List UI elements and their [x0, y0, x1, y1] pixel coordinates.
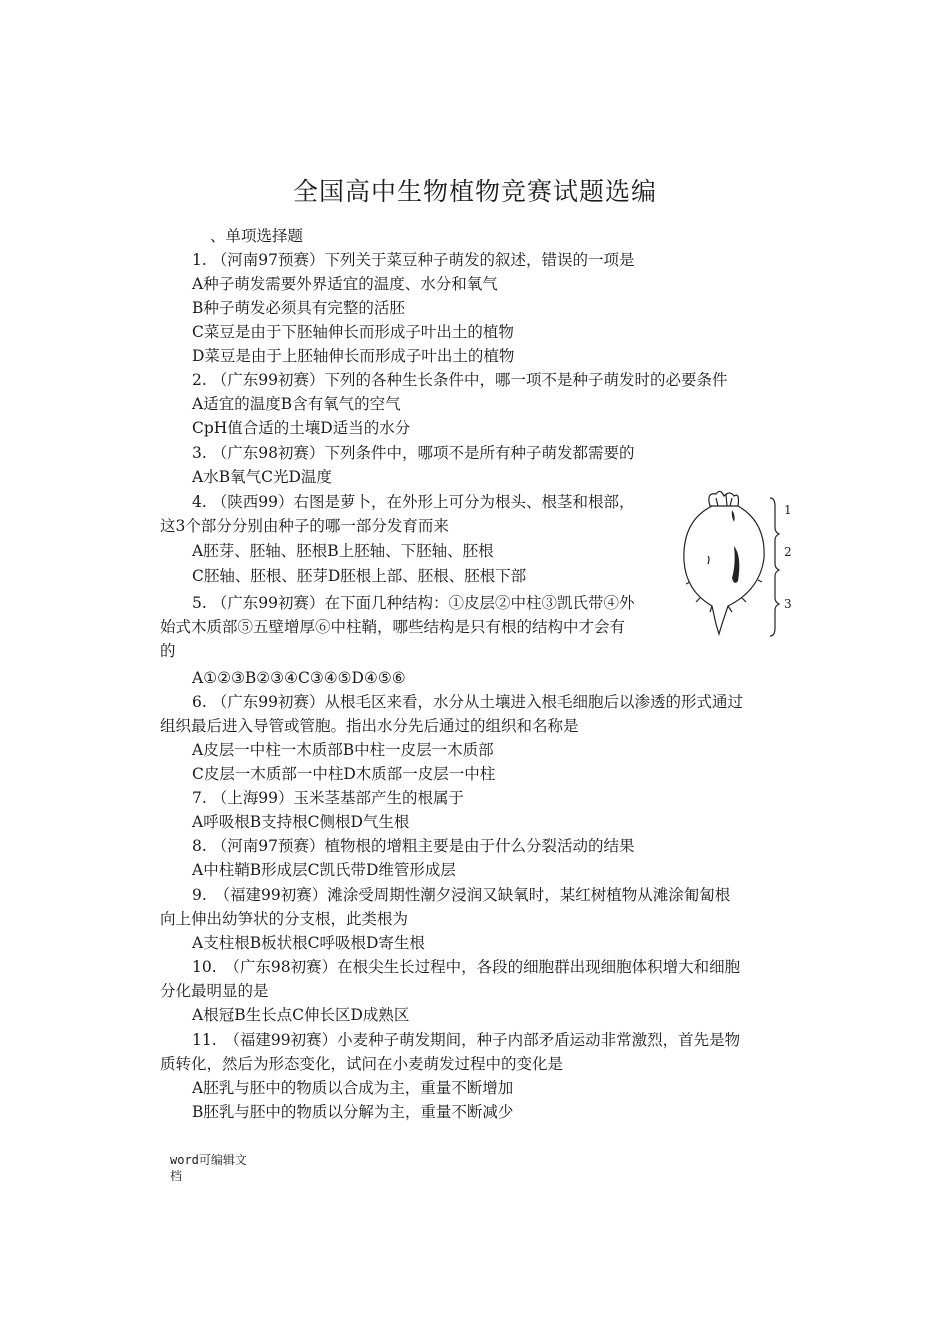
text-line: A①②③B②③④C③④⑤D④⑤⑥: [192, 669, 406, 687]
text-line: 组织最后进入导管或管胞。指出水分先后通过的组织和名称是: [160, 717, 579, 735]
text-line: A水B氧气C光D温度: [192, 468, 332, 486]
figure-label-1: 1: [784, 503, 792, 517]
text-line: C皮层一木质部一中柱D木质部一皮层一中柱: [192, 765, 496, 783]
text-line: 向上伸出幼笋状的分支根，此类根为: [160, 910, 409, 928]
text-line: A呼吸根B支持根C侧根D气生根: [192, 813, 410, 831]
text-line: A适宜的温度B含有氧气的空气: [192, 395, 401, 413]
text-line: 4. （陕西99）右图是萝卜，在外形上可分为根头、根茎和根部，: [192, 493, 635, 511]
text-line: B胚乳与胚中的物质以分解为主，重量不断减少: [192, 1103, 514, 1121]
text-line: A种子萌发需要外界适宜的温度、水分和氧气: [192, 275, 498, 293]
text-line: 的: [160, 642, 176, 660]
text-line: 1. （河南97预赛）下列关于菜豆种子萌发的叙述，错误的一项是: [192, 251, 635, 269]
document-title: 全国高中生物植物竞赛试题选编: [292, 177, 657, 206]
text-line: 3. （广东98初赛）下列条件中，哪项不是所有种子萌发都需要的: [192, 444, 635, 462]
footer-note: [170, 1152, 247, 1184]
text-line: 5. （广东99初赛）在下面几种结构：①皮层②中柱③凯氏带④外: [192, 594, 635, 612]
text-line: 7. （上海99）玉米茎基部产生的根属于: [192, 789, 464, 807]
text-line: 6. （广东99初赛）从根毛区来看，水分从土壤进入根毛细胞后以渗透的形式通过: [192, 693, 743, 711]
text-line: A胚乳与胚中的物质以合成为主，重量不断增加: [192, 1079, 514, 1097]
figure-label-2: 2: [784, 545, 792, 559]
text-line: A皮层一中柱一木质部B中柱一皮层一木质部: [192, 741, 494, 759]
text-line: 始式木质部⑤五壁增厚⑥中柱鞘，哪些结构是只有根的结构中才会有: [160, 618, 626, 636]
text-line: B种子萌发必须具有完整的活胚: [192, 299, 405, 317]
text-line: 8. （河南97预赛）植物根的增粗主要是由于什么分裂活动的结果: [192, 837, 635, 855]
footer-line: 档: [170, 1169, 183, 1183]
text-line: 分化最明显的是: [160, 982, 269, 1000]
footer-line: word可编辑文: [170, 1153, 247, 1167]
text-line: C菜豆是由于下胚轴伸长而形成子叶出土的植物: [192, 323, 514, 341]
figure-label-3: 3: [784, 597, 792, 611]
text-line: D菜豆是由于上胚轴伸长而形成子叶出土的植物: [192, 347, 515, 365]
text-line: A中柱鞘B形成层C凯氏带D维管形成层: [192, 861, 456, 879]
text-line: A支柱根B板状根C呼吸根D寄生根: [192, 934, 425, 952]
text-line: 这3个部分分别由种子的哪一部分发育而来: [160, 517, 449, 535]
text-line: CpH值合适的土壤D适当的水分: [192, 419, 411, 437]
text-line: 9. （福建99初赛）滩涂受周期性潮夕浸润又缺氧时，某红树植物从滩涂匍匐根: [192, 886, 731, 904]
text-line: 质转化，然后为形态变化，试问在小麦萌发过程中的变化是: [160, 1055, 564, 1073]
text-line: A胚芽、胚轴、胚根B上胚轴、下胚轴、胚根: [192, 542, 494, 560]
text-line: C胚轴、胚根、胚芽D胚根上部、胚根、胚根下部: [192, 567, 527, 585]
text-line: 11. （福建99初赛）小麦种子萌发期间，种子内部矛盾运动非常激烈，首先是物: [192, 1031, 741, 1049]
text-line: A根冠B生长点C伸长区D成熟区: [192, 1006, 410, 1024]
text-line: 10. （广东98初赛）在根尖生长过程中，各段的细胞群出现细胞体积增大和细胞: [192, 958, 741, 976]
text-line: 2. （广东99初赛）下列的各种生长条件中，哪一项不是种子萌发时的必要条件: [192, 371, 728, 389]
text-line: 、单项选择题: [210, 227, 304, 245]
radish-figure: [672, 486, 802, 641]
